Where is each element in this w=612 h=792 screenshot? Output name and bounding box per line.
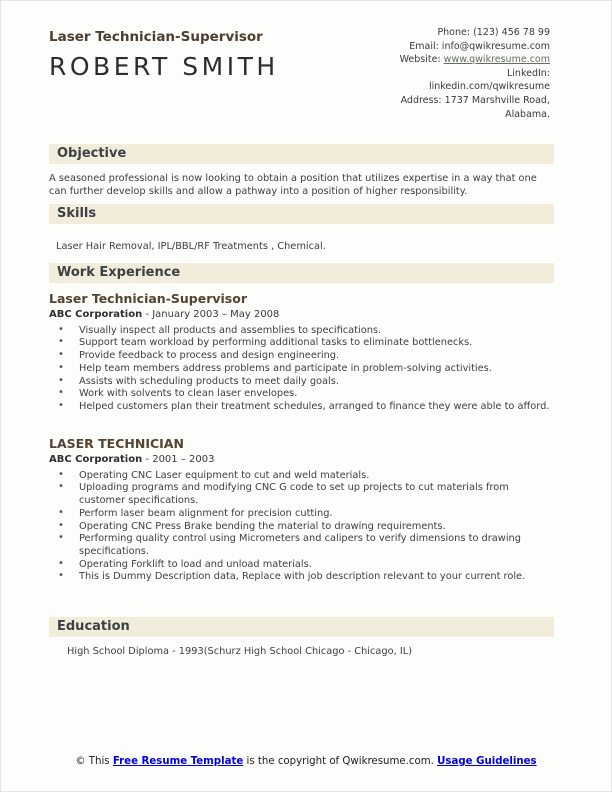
skills-text: Laser Hair Removal, IPL/BBL/RF Treatments , Chemical. bbox=[56, 241, 326, 253]
jobs-list bbox=[49, 291, 554, 584]
usage-guidelines-link[interactable]: Usage Guidelines bbox=[437, 756, 537, 767]
footer-middle: is the copyright of Qwikresume.com. bbox=[243, 756, 438, 767]
job-title: LASER TECHNICIAN bbox=[49, 435, 184, 451]
contact-block bbox=[400, 26, 550, 121]
contact-address-line2: Alabama. bbox=[505, 108, 550, 120]
job-bullet: • Support team workload by performing additional tasks to eliminate bottlenecks. bbox=[49, 337, 554, 350]
job-bullet: • Assists with scheduling products to meet daily goals. bbox=[49, 376, 554, 389]
job-bullet: • Operating CNC Laser equipment to cut and weld materials. bbox=[49, 470, 554, 483]
objective-text: A seasoned professional is now looking to obtain a position that utilizes expertise in a way that one can further develop skills and allow a pathway into a position of higher responsibility. bbox=[49, 173, 537, 197]
job-bullet: • Provide feedback to process and design engineering. bbox=[49, 350, 554, 363]
free-resume-template-link[interactable]: Free Resume Template bbox=[112, 756, 244, 767]
company-line bbox=[49, 308, 554, 321]
job-dates: - 2001 – 2003 bbox=[145, 453, 215, 465]
section-heading-work-experience: Work Experience bbox=[49, 263, 554, 283]
job-bullet: • Visually inspect all products and assemblies to specifications. bbox=[49, 325, 554, 338]
job-bullet: • Performing quality control using Micrometers and calipers to verify dimensions to drawing specifications. bbox=[49, 533, 554, 558]
section-heading-objective: Objective bbox=[49, 144, 554, 164]
contact-website bbox=[400, 53, 550, 67]
company-name: ABC Corporation bbox=[49, 453, 143, 465]
job-title: Laser Technician-Supervisor bbox=[49, 290, 248, 306]
section-heading-education: Education bbox=[49, 617, 554, 637]
job-bullet: • Work with solvents to clean laser envelopes. bbox=[49, 388, 554, 401]
job-bullet: • Help team members address problems and participate in problem-solving activities. bbox=[49, 363, 554, 376]
job-bullets bbox=[49, 470, 554, 584]
job-bullets bbox=[49, 325, 554, 414]
job-entry bbox=[49, 291, 554, 414]
job-bullet: • Uploading programs and modifying CNC G code to set up projects to cut materials from customer specifications. bbox=[49, 482, 554, 507]
job-bullet: • This is Dummy Description data, Replace with job description relevant to your current role. bbox=[49, 571, 554, 584]
contact-email: Email: info@qwikresume.com bbox=[409, 40, 550, 52]
website-link[interactable]: www.qwikresume.com bbox=[443, 54, 550, 66]
job-bullet: • Perform laser beam alignment for precision cutting. bbox=[49, 508, 554, 521]
header bbox=[1, 1, 611, 144]
footer bbox=[1, 755, 611, 769]
website-label: Website: bbox=[399, 54, 444, 66]
contact-linkedin-label: LinkedIn: bbox=[506, 67, 550, 79]
contact-linkedin-value: linkedin.com/qwikresume bbox=[428, 81, 550, 93]
education-text: High School Diploma - 1993(Schurz High School Chicago - Chicago, IL) bbox=[67, 646, 413, 658]
contact-address-line1: Address: 1737 Marshville Road, bbox=[400, 94, 550, 106]
company-line bbox=[49, 453, 554, 466]
job-bullet: • Helped customers plan their treatment schedules, arranged to finance they were able to afford. bbox=[49, 401, 554, 414]
resume-body bbox=[1, 144, 611, 659]
section-heading-skills: Skills bbox=[49, 204, 554, 224]
header-job-title: Laser Technician-Supervisor bbox=[49, 29, 263, 45]
footer-prefix: © This bbox=[75, 756, 113, 767]
job-entry bbox=[49, 436, 554, 584]
contact-phone: Phone: (123) 456 78 99 bbox=[437, 27, 550, 38]
job-bullet: • Operating Forklift to load and unload materials. bbox=[49, 559, 554, 572]
footer-text bbox=[67, 755, 545, 769]
company-name: ABC Corporation bbox=[49, 308, 143, 320]
job-bullet: • Operating CNC Press Brake bending the material to drawing requirements. bbox=[49, 521, 554, 534]
person-name: ROBERT SMITH bbox=[49, 52, 279, 81]
job-dates: - January 2003 – May 2008 bbox=[145, 308, 280, 320]
